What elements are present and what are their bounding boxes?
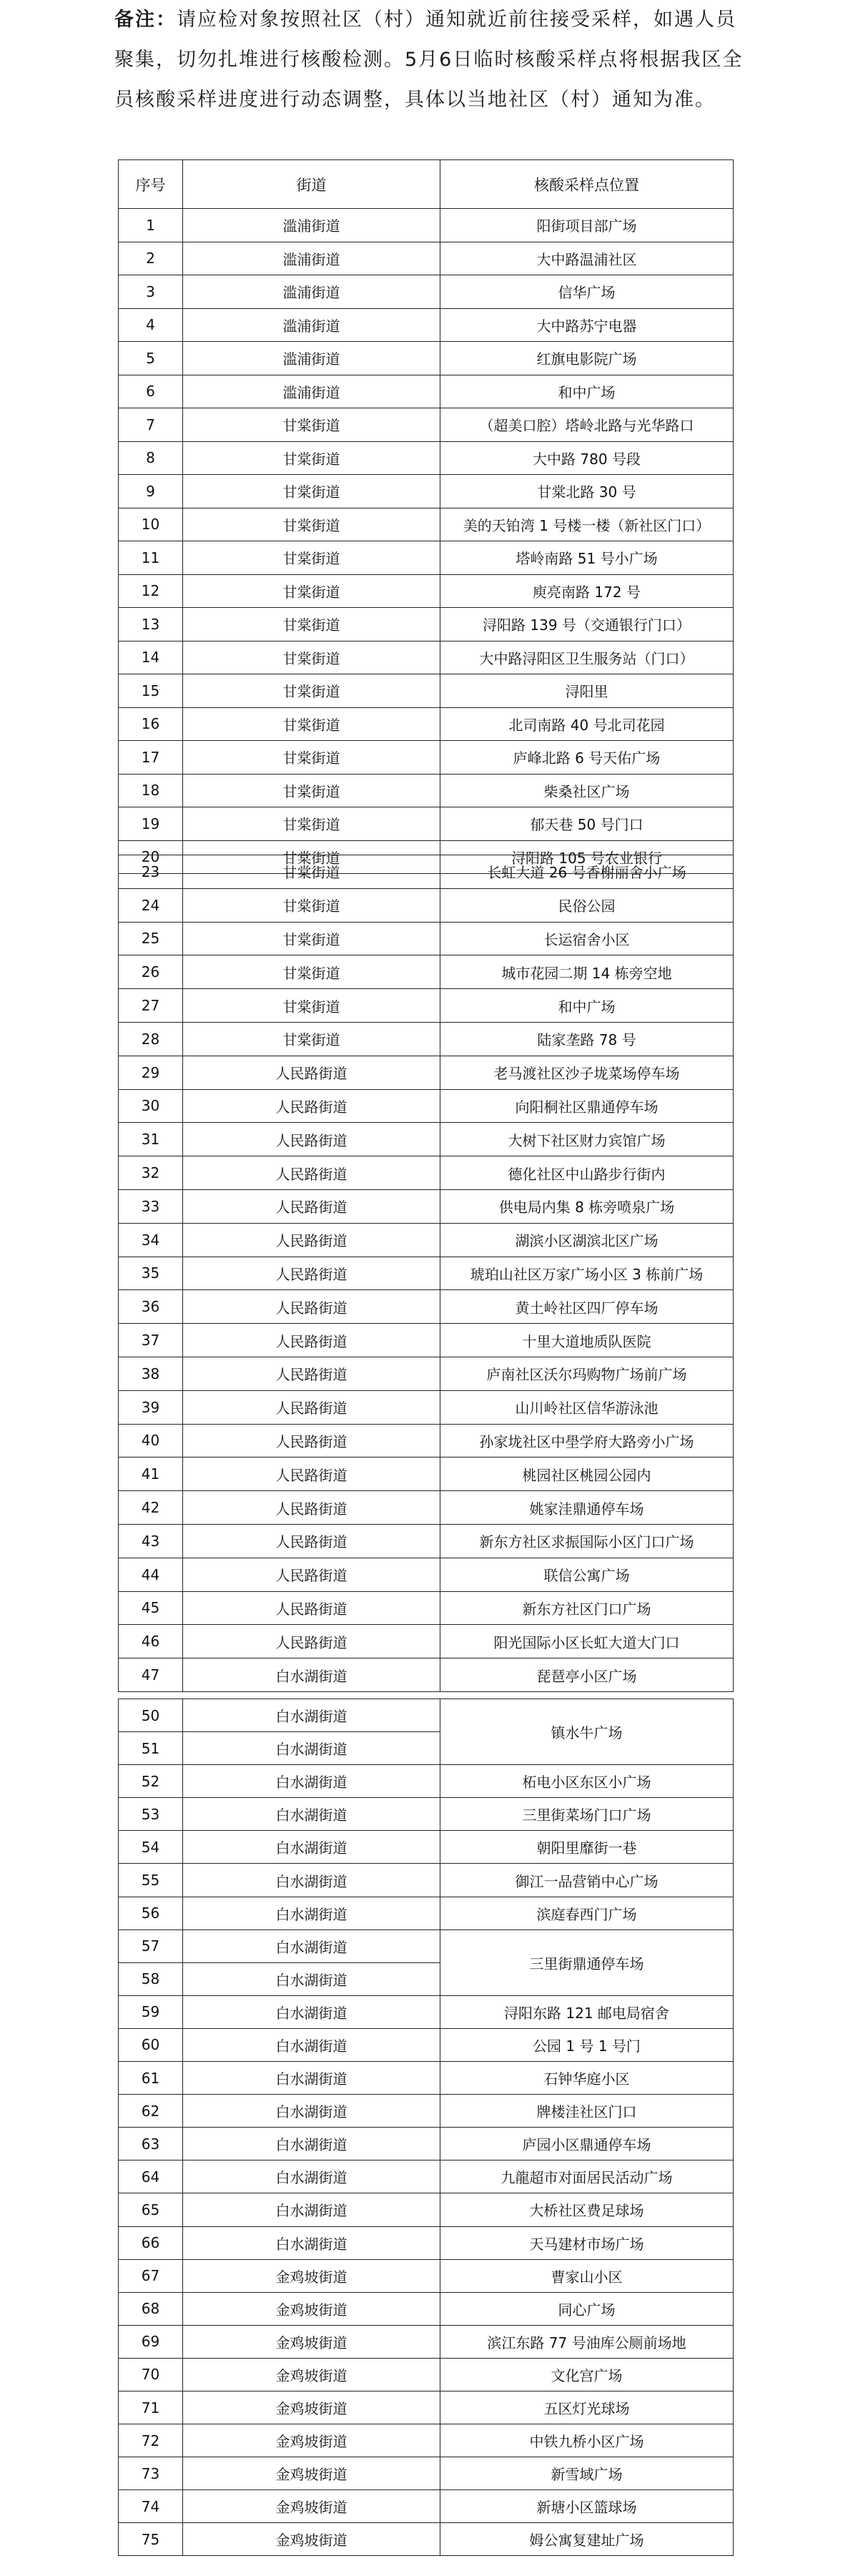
row-location: 大中路温浦社区 bbox=[440, 242, 734, 275]
row-seq: 29 bbox=[119, 1056, 183, 1089]
row-location: 石钟华庭小区 bbox=[440, 2062, 734, 2095]
table-row bbox=[119, 1765, 734, 1798]
row-location: 庐南社区沃尔玛购物广场前广场 bbox=[440, 1357, 734, 1390]
row-location: 浔阳里 bbox=[440, 674, 734, 708]
row-location: 庐园小区鼎通停车场 bbox=[440, 2128, 734, 2160]
row-seq: 51 bbox=[119, 1732, 183, 1765]
sampling-table-section-3 bbox=[118, 1699, 734, 2556]
table-row bbox=[119, 1491, 734, 1525]
row-seq: 23 bbox=[119, 855, 183, 889]
table-row bbox=[119, 1658, 734, 1692]
row-street: 甘棠街道 bbox=[183, 707, 440, 741]
table-row bbox=[119, 2259, 734, 2292]
row-seq: 75 bbox=[119, 2523, 183, 2556]
row-location: 山川岭社区信华游泳池 bbox=[440, 1390, 734, 1424]
table-row bbox=[119, 1089, 734, 1123]
table-row bbox=[119, 342, 734, 375]
row-seq: 57 bbox=[119, 1929, 183, 1962]
row-location: 十里大道地质队医院 bbox=[440, 1324, 734, 1357]
row-street: 金鸡坡街道 bbox=[183, 2523, 440, 2556]
row-seq: 55 bbox=[119, 1864, 183, 1897]
row-seq: 20 bbox=[119, 840, 183, 874]
row-seq: 45 bbox=[119, 1591, 183, 1625]
row-street: 白水湖街道 bbox=[183, 1765, 440, 1798]
row-location: 老马渡社区沙子垅菜场停车场 bbox=[440, 1056, 734, 1089]
row-street: 金鸡坡街道 bbox=[183, 2424, 440, 2457]
row-street: 甘棠街道 bbox=[183, 441, 440, 475]
table-row bbox=[119, 2160, 734, 2193]
table-row bbox=[119, 508, 734, 541]
row-street: 甘棠街道 bbox=[183, 855, 440, 889]
row-seq: 39 bbox=[119, 1390, 183, 1424]
table-row bbox=[119, 1929, 734, 1962]
row-location: 柴桑社区广场 bbox=[440, 774, 734, 807]
row-street: 白水湖街道 bbox=[183, 1995, 440, 2028]
row-street: 白水湖街道 bbox=[183, 2128, 440, 2160]
row-location: 姆公寓复建址广场 bbox=[440, 2523, 734, 2556]
row-location: 塔岭南路 51 号小广场 bbox=[440, 541, 734, 575]
row-location: 滨庭春西门广场 bbox=[440, 1897, 734, 1929]
row-location: 联信公寓广场 bbox=[440, 1558, 734, 1591]
row-location: 民俗公园 bbox=[440, 888, 734, 922]
row-location: 大桥社区费足球场 bbox=[440, 2193, 734, 2226]
row-location: 甘棠北路 30 号 bbox=[440, 475, 734, 508]
row-street: 人民路街道 bbox=[183, 1457, 440, 1491]
row-street: 甘棠街道 bbox=[183, 541, 440, 575]
row-seq: 62 bbox=[119, 2095, 183, 2128]
row-location: 御江一品营销中心广场 bbox=[440, 1864, 734, 1897]
row-location: 琥珀山社区万家广场小区 3 栋前广场 bbox=[440, 1257, 734, 1290]
row-street: 白水湖街道 bbox=[183, 2193, 440, 2226]
row-street: 人民路街道 bbox=[183, 1056, 440, 1089]
row-street: 白水湖街道 bbox=[183, 2028, 440, 2061]
row-street: 白水湖街道 bbox=[183, 2095, 440, 2128]
row-seq: 15 bbox=[119, 674, 183, 708]
row-street: 白水湖街道 bbox=[183, 1864, 440, 1897]
row-seq: 35 bbox=[119, 1257, 183, 1290]
table-row bbox=[119, 1390, 734, 1424]
row-location: 曹家山小区 bbox=[440, 2259, 734, 2292]
table-row bbox=[119, 1223, 734, 1257]
table-row bbox=[119, 541, 734, 575]
row-seq: 28 bbox=[119, 1022, 183, 1056]
row-seq: 69 bbox=[119, 2325, 183, 2358]
row-seq: 38 bbox=[119, 1357, 183, 1390]
table-row bbox=[119, 707, 734, 741]
table-row bbox=[119, 2095, 734, 2128]
row-seq: 67 bbox=[119, 2259, 183, 2292]
row-seq: 43 bbox=[119, 1524, 183, 1558]
table-row bbox=[119, 2028, 734, 2061]
row-seq: 37 bbox=[119, 1324, 183, 1357]
row-seq: 50 bbox=[119, 1699, 183, 1732]
row-seq: 59 bbox=[119, 1995, 183, 2028]
row-location: 庐峰北路 6 号天佑广场 bbox=[440, 741, 734, 775]
row-location: 长运宿舍小区 bbox=[440, 922, 734, 955]
row-street: 甘棠街道 bbox=[183, 408, 440, 442]
row-street: 人民路街道 bbox=[183, 1324, 440, 1357]
table-row bbox=[119, 2358, 734, 2391]
row-location: 浔阳路 139 号（交通银行门口） bbox=[440, 608, 734, 641]
row-seq: 17 bbox=[119, 741, 183, 775]
row-street: 甘棠街道 bbox=[183, 475, 440, 508]
row-street: 金鸡坡街道 bbox=[183, 2457, 440, 2490]
table-row bbox=[119, 441, 734, 475]
table-row bbox=[119, 641, 734, 674]
row-seq: 2 bbox=[119, 242, 183, 275]
table-row bbox=[119, 1897, 734, 1929]
row-location: 三里街菜场门口广场 bbox=[440, 1798, 734, 1831]
row-street: 人民路街道 bbox=[183, 1558, 440, 1591]
row-seq: 4 bbox=[119, 308, 183, 342]
table-row bbox=[119, 922, 734, 955]
row-street: 甘棠街道 bbox=[183, 1022, 440, 1056]
table-row bbox=[119, 1123, 734, 1156]
table-row bbox=[119, 2292, 734, 2325]
sampling-table-section-2 bbox=[118, 855, 734, 1692]
row-location: 阳街项目部广场 bbox=[440, 209, 734, 242]
row-location: 城市花园二期 14 栋旁空地 bbox=[440, 955, 734, 989]
table-row bbox=[119, 1424, 734, 1457]
table-row bbox=[119, 2391, 734, 2424]
table-row bbox=[119, 1189, 734, 1223]
table-row bbox=[119, 1699, 734, 1732]
table-row bbox=[119, 1625, 734, 1658]
row-seq: 14 bbox=[119, 641, 183, 674]
row-location: 长虹大道 26 号香榭丽舍小广场 bbox=[440, 855, 734, 889]
row-seq: 61 bbox=[119, 2062, 183, 2095]
row-street: 人民路街道 bbox=[183, 1089, 440, 1123]
table-row bbox=[119, 608, 734, 641]
row-seq: 31 bbox=[119, 1123, 183, 1156]
table-row bbox=[119, 1324, 734, 1357]
row-location: 阳光国际小区长虹大道大门口 bbox=[440, 1625, 734, 1658]
row-street: 甘棠街道 bbox=[183, 888, 440, 922]
row-seq: 19 bbox=[119, 807, 183, 841]
row-location: 黄土岭社区四厂停车场 bbox=[440, 1290, 734, 1324]
row-location: 桃园社区桃园公园内 bbox=[440, 1457, 734, 1491]
sampling-table-section-1 bbox=[118, 159, 734, 874]
table-row bbox=[119, 375, 734, 408]
row-street: 人民路街道 bbox=[183, 1524, 440, 1558]
table-row bbox=[119, 1457, 734, 1491]
row-location: 新雪域广场 bbox=[440, 2457, 734, 2490]
table-row bbox=[119, 674, 734, 708]
row-street: 白水湖街道 bbox=[183, 1699, 440, 1732]
row-location: 新东方社区求振国际小区门口广场 bbox=[440, 1524, 734, 1558]
row-location: 大中路 780 号段 bbox=[440, 441, 734, 475]
row-street: 金鸡坡街道 bbox=[183, 2358, 440, 2391]
row-street: 白水湖街道 bbox=[183, 1658, 440, 1692]
row-location: 五区灯光球场 bbox=[440, 2391, 734, 2424]
row-street: 滥浦街道 bbox=[183, 308, 440, 342]
table-row bbox=[119, 2325, 734, 2358]
row-street: 白水湖街道 bbox=[183, 1732, 440, 1765]
table-row bbox=[119, 2490, 734, 2523]
row-street: 白水湖街道 bbox=[183, 2160, 440, 2193]
row-street: 金鸡坡街道 bbox=[183, 2292, 440, 2325]
row-street: 白水湖街道 bbox=[183, 1897, 440, 1929]
row-location: 郁天巷 50 号门口 bbox=[440, 807, 734, 841]
row-seq: 3 bbox=[119, 275, 183, 309]
row-street: 甘棠街道 bbox=[183, 741, 440, 775]
row-street: 白水湖街道 bbox=[183, 1962, 440, 1995]
table-row bbox=[119, 1591, 734, 1625]
row-seq: 53 bbox=[119, 1798, 183, 1831]
row-seq: 42 bbox=[119, 1491, 183, 1525]
row-location: 陆家垄路 78 号 bbox=[440, 1022, 734, 1056]
table-row bbox=[119, 989, 734, 1023]
row-location: 浔阳路 105 号农业银行 bbox=[440, 840, 734, 874]
header-seq: 序号 bbox=[119, 160, 183, 209]
note-text: 请应检对象按照社区（村）通知就近前往接受采样，如遇人员聚集，切勿扎堆进行核酸检测。5月6日临时核酸采样点将根据我区全员核酸采样进度进行动态调整，具体以当地社区（村）通知为准。 bbox=[114, 9, 744, 111]
table-row bbox=[119, 1995, 734, 2028]
table-row bbox=[119, 408, 734, 442]
row-seq: 41 bbox=[119, 1457, 183, 1491]
row-street: 甘棠街道 bbox=[183, 574, 440, 608]
row-street: 白水湖街道 bbox=[183, 2062, 440, 2095]
row-street: 白水湖街道 bbox=[183, 1831, 440, 1864]
row-location: 孙家垅社区中壆学府大路旁小广场 bbox=[440, 1424, 734, 1457]
row-location: 红旗电影院广场 bbox=[440, 342, 734, 375]
row-seq: 65 bbox=[119, 2193, 183, 2226]
row-seq: 64 bbox=[119, 2160, 183, 2193]
table-row bbox=[119, 1558, 734, 1591]
row-seq: 11 bbox=[119, 541, 183, 575]
row-seq: 30 bbox=[119, 1089, 183, 1123]
row-street: 白水湖街道 bbox=[183, 1798, 440, 1831]
row-seq: 6 bbox=[119, 375, 183, 408]
table-row bbox=[119, 888, 734, 922]
row-location: 信华广场 bbox=[440, 275, 734, 309]
row-location: 新塘小区篮球场 bbox=[440, 2490, 734, 2523]
row-seq: 36 bbox=[119, 1290, 183, 1324]
row-street: 甘棠街道 bbox=[183, 641, 440, 674]
table-row bbox=[119, 1524, 734, 1558]
table-row bbox=[119, 774, 734, 807]
row-location: 公园 1 号 1 号门 bbox=[440, 2028, 734, 2061]
row-location: 同心广场 bbox=[440, 2292, 734, 2325]
row-location: 大中路浔阳区卫生服务站（门口） bbox=[440, 641, 734, 674]
row-street: 甘棠街道 bbox=[183, 674, 440, 708]
row-location: 浔阳东路 121 邮电局宿舍 bbox=[440, 1995, 734, 2028]
row-seq: 5 bbox=[119, 342, 183, 375]
row-location: 九龍超市对面居民活动广场 bbox=[440, 2160, 734, 2193]
header-location: 核酸采样点位置 bbox=[440, 160, 734, 209]
row-street: 甘棠街道 bbox=[183, 774, 440, 807]
row-seq: 60 bbox=[119, 2028, 183, 2061]
row-street: 人民路街道 bbox=[183, 1424, 440, 1457]
row-seq: 24 bbox=[119, 888, 183, 922]
table-row bbox=[119, 308, 734, 342]
row-location: 镇水牛广场 bbox=[440, 1699, 734, 1765]
table-row bbox=[119, 1257, 734, 1290]
row-location: （超美口腔）塔岭北路与光华路口 bbox=[440, 408, 734, 442]
row-location: 北司南路 40 号北司花园 bbox=[440, 707, 734, 741]
row-seq: 9 bbox=[119, 475, 183, 508]
row-location: 和中广场 bbox=[440, 375, 734, 408]
row-seq: 52 bbox=[119, 1765, 183, 1798]
row-street: 滥浦街道 bbox=[183, 209, 440, 242]
row-location: 琵琶亭小区广场 bbox=[440, 1658, 734, 1692]
row-street: 人民路街道 bbox=[183, 1257, 440, 1290]
row-seq: 18 bbox=[119, 774, 183, 807]
row-street: 金鸡坡街道 bbox=[183, 2490, 440, 2523]
row-street: 人民路街道 bbox=[183, 1290, 440, 1324]
row-seq: 44 bbox=[119, 1558, 183, 1591]
row-location: 供电局内集 8 栋旁喷泉广场 bbox=[440, 1189, 734, 1223]
row-street: 白水湖街道 bbox=[183, 1929, 440, 1962]
table-row bbox=[119, 2457, 734, 2490]
row-street: 甘棠街道 bbox=[183, 807, 440, 841]
row-seq: 58 bbox=[119, 1962, 183, 1995]
row-street: 甘棠街道 bbox=[183, 989, 440, 1023]
row-street: 甘棠街道 bbox=[183, 922, 440, 955]
table-header-row bbox=[119, 160, 734, 209]
table-row bbox=[119, 1056, 734, 1089]
row-seq: 16 bbox=[119, 707, 183, 741]
table-row bbox=[119, 2193, 734, 2226]
table-row bbox=[119, 1290, 734, 1324]
row-seq: 66 bbox=[119, 2226, 183, 2259]
table-row bbox=[119, 1022, 734, 1056]
row-street: 人民路街道 bbox=[183, 1223, 440, 1257]
table-row bbox=[119, 2128, 734, 2160]
row-street: 人民路街道 bbox=[183, 1591, 440, 1625]
row-street: 人民路街道 bbox=[183, 1625, 440, 1658]
row-seq: 32 bbox=[119, 1156, 183, 1190]
row-location: 三里街鼎通停车场 bbox=[440, 1929, 734, 1995]
row-seq: 8 bbox=[119, 441, 183, 475]
row-street: 人民路街道 bbox=[183, 1357, 440, 1390]
row-location: 大树下社区财力宾馆广场 bbox=[440, 1123, 734, 1156]
row-street: 滥浦街道 bbox=[183, 342, 440, 375]
row-seq: 26 bbox=[119, 955, 183, 989]
table-row bbox=[119, 741, 734, 775]
row-location: 新东方社区门口广场 bbox=[440, 1591, 734, 1625]
row-location: 天马建材市场广场 bbox=[440, 2226, 734, 2259]
row-seq: 72 bbox=[119, 2424, 183, 2457]
row-seq: 54 bbox=[119, 1831, 183, 1864]
row-seq: 33 bbox=[119, 1189, 183, 1223]
table-row bbox=[119, 955, 734, 989]
table-row bbox=[119, 2062, 734, 2095]
table-row bbox=[119, 807, 734, 841]
row-street: 金鸡坡街道 bbox=[183, 2259, 440, 2292]
row-street: 人民路街道 bbox=[183, 1189, 440, 1223]
row-location: 德化社区中山路步行街内 bbox=[440, 1156, 734, 1190]
row-location: 朝阳里靡街一巷 bbox=[440, 1831, 734, 1864]
row-location: 和中广场 bbox=[440, 989, 734, 1023]
row-seq: 10 bbox=[119, 508, 183, 541]
table-row bbox=[119, 242, 734, 275]
row-street: 人民路街道 bbox=[183, 1156, 440, 1190]
table-row bbox=[119, 1156, 734, 1190]
table-row bbox=[119, 2523, 734, 2556]
row-street: 金鸡坡街道 bbox=[183, 2325, 440, 2358]
row-seq: 47 bbox=[119, 1658, 183, 1692]
row-seq: 74 bbox=[119, 2490, 183, 2523]
row-street: 滥浦街道 bbox=[183, 242, 440, 275]
table-row bbox=[119, 574, 734, 608]
row-location: 柘电小区东区小广场 bbox=[440, 1765, 734, 1798]
row-seq: 13 bbox=[119, 608, 183, 641]
row-street: 人民路街道 bbox=[183, 1491, 440, 1525]
row-location: 庾亮南路 172 号 bbox=[440, 574, 734, 608]
row-seq: 71 bbox=[119, 2391, 183, 2424]
row-street: 甘棠街道 bbox=[183, 955, 440, 989]
row-seq: 1 bbox=[119, 209, 183, 242]
row-street: 人民路街道 bbox=[183, 1123, 440, 1156]
note-paragraph bbox=[114, 0, 744, 120]
table-row bbox=[119, 1831, 734, 1864]
row-location: 中铁九桥小区广场 bbox=[440, 2424, 734, 2457]
row-seq: 73 bbox=[119, 2457, 183, 2490]
row-street: 滥浦街道 bbox=[183, 275, 440, 309]
row-street: 人民路街道 bbox=[183, 1390, 440, 1424]
row-seq: 63 bbox=[119, 2128, 183, 2160]
table-row bbox=[119, 2424, 734, 2457]
row-location: 姚家洼鼎通停车场 bbox=[440, 1491, 734, 1525]
header-street: 街道 bbox=[183, 160, 440, 209]
table-row bbox=[119, 1357, 734, 1390]
note-label: 备注： bbox=[114, 9, 177, 31]
row-seq: 7 bbox=[119, 408, 183, 442]
row-street: 白水湖街道 bbox=[183, 2226, 440, 2259]
row-seq: 56 bbox=[119, 1897, 183, 1929]
table-row bbox=[119, 275, 734, 309]
row-street: 甘棠街道 bbox=[183, 508, 440, 541]
table-row bbox=[119, 2226, 734, 2259]
row-location: 滨江东路 77 号油库公厕前场地 bbox=[440, 2325, 734, 2358]
row-location: 美的天铂湾 1 号楼一楼（新社区门口） bbox=[440, 508, 734, 541]
row-street: 金鸡坡街道 bbox=[183, 2391, 440, 2424]
row-seq: 68 bbox=[119, 2292, 183, 2325]
row-location: 湖滨小区湖滨北区广场 bbox=[440, 1223, 734, 1257]
row-seq: 25 bbox=[119, 922, 183, 955]
table-row bbox=[119, 855, 734, 889]
table-row bbox=[119, 475, 734, 508]
row-seq: 46 bbox=[119, 1625, 183, 1658]
row-seq: 27 bbox=[119, 989, 183, 1023]
row-seq: 12 bbox=[119, 574, 183, 608]
row-location: 文化宫广场 bbox=[440, 2358, 734, 2391]
row-seq: 34 bbox=[119, 1223, 183, 1257]
row-location: 牌楼洼社区门口 bbox=[440, 2095, 734, 2128]
row-street: 甘棠街道 bbox=[183, 840, 440, 874]
row-street: 滥浦街道 bbox=[183, 375, 440, 408]
table-row bbox=[119, 209, 734, 242]
row-seq: 70 bbox=[119, 2358, 183, 2391]
row-location: 大中路苏宁电器 bbox=[440, 308, 734, 342]
row-location: 向阳桐社区鼎通停车场 bbox=[440, 1089, 734, 1123]
table-row bbox=[119, 1798, 734, 1831]
table-row bbox=[119, 1864, 734, 1897]
row-seq: 40 bbox=[119, 1424, 183, 1457]
row-street: 甘棠街道 bbox=[183, 608, 440, 641]
